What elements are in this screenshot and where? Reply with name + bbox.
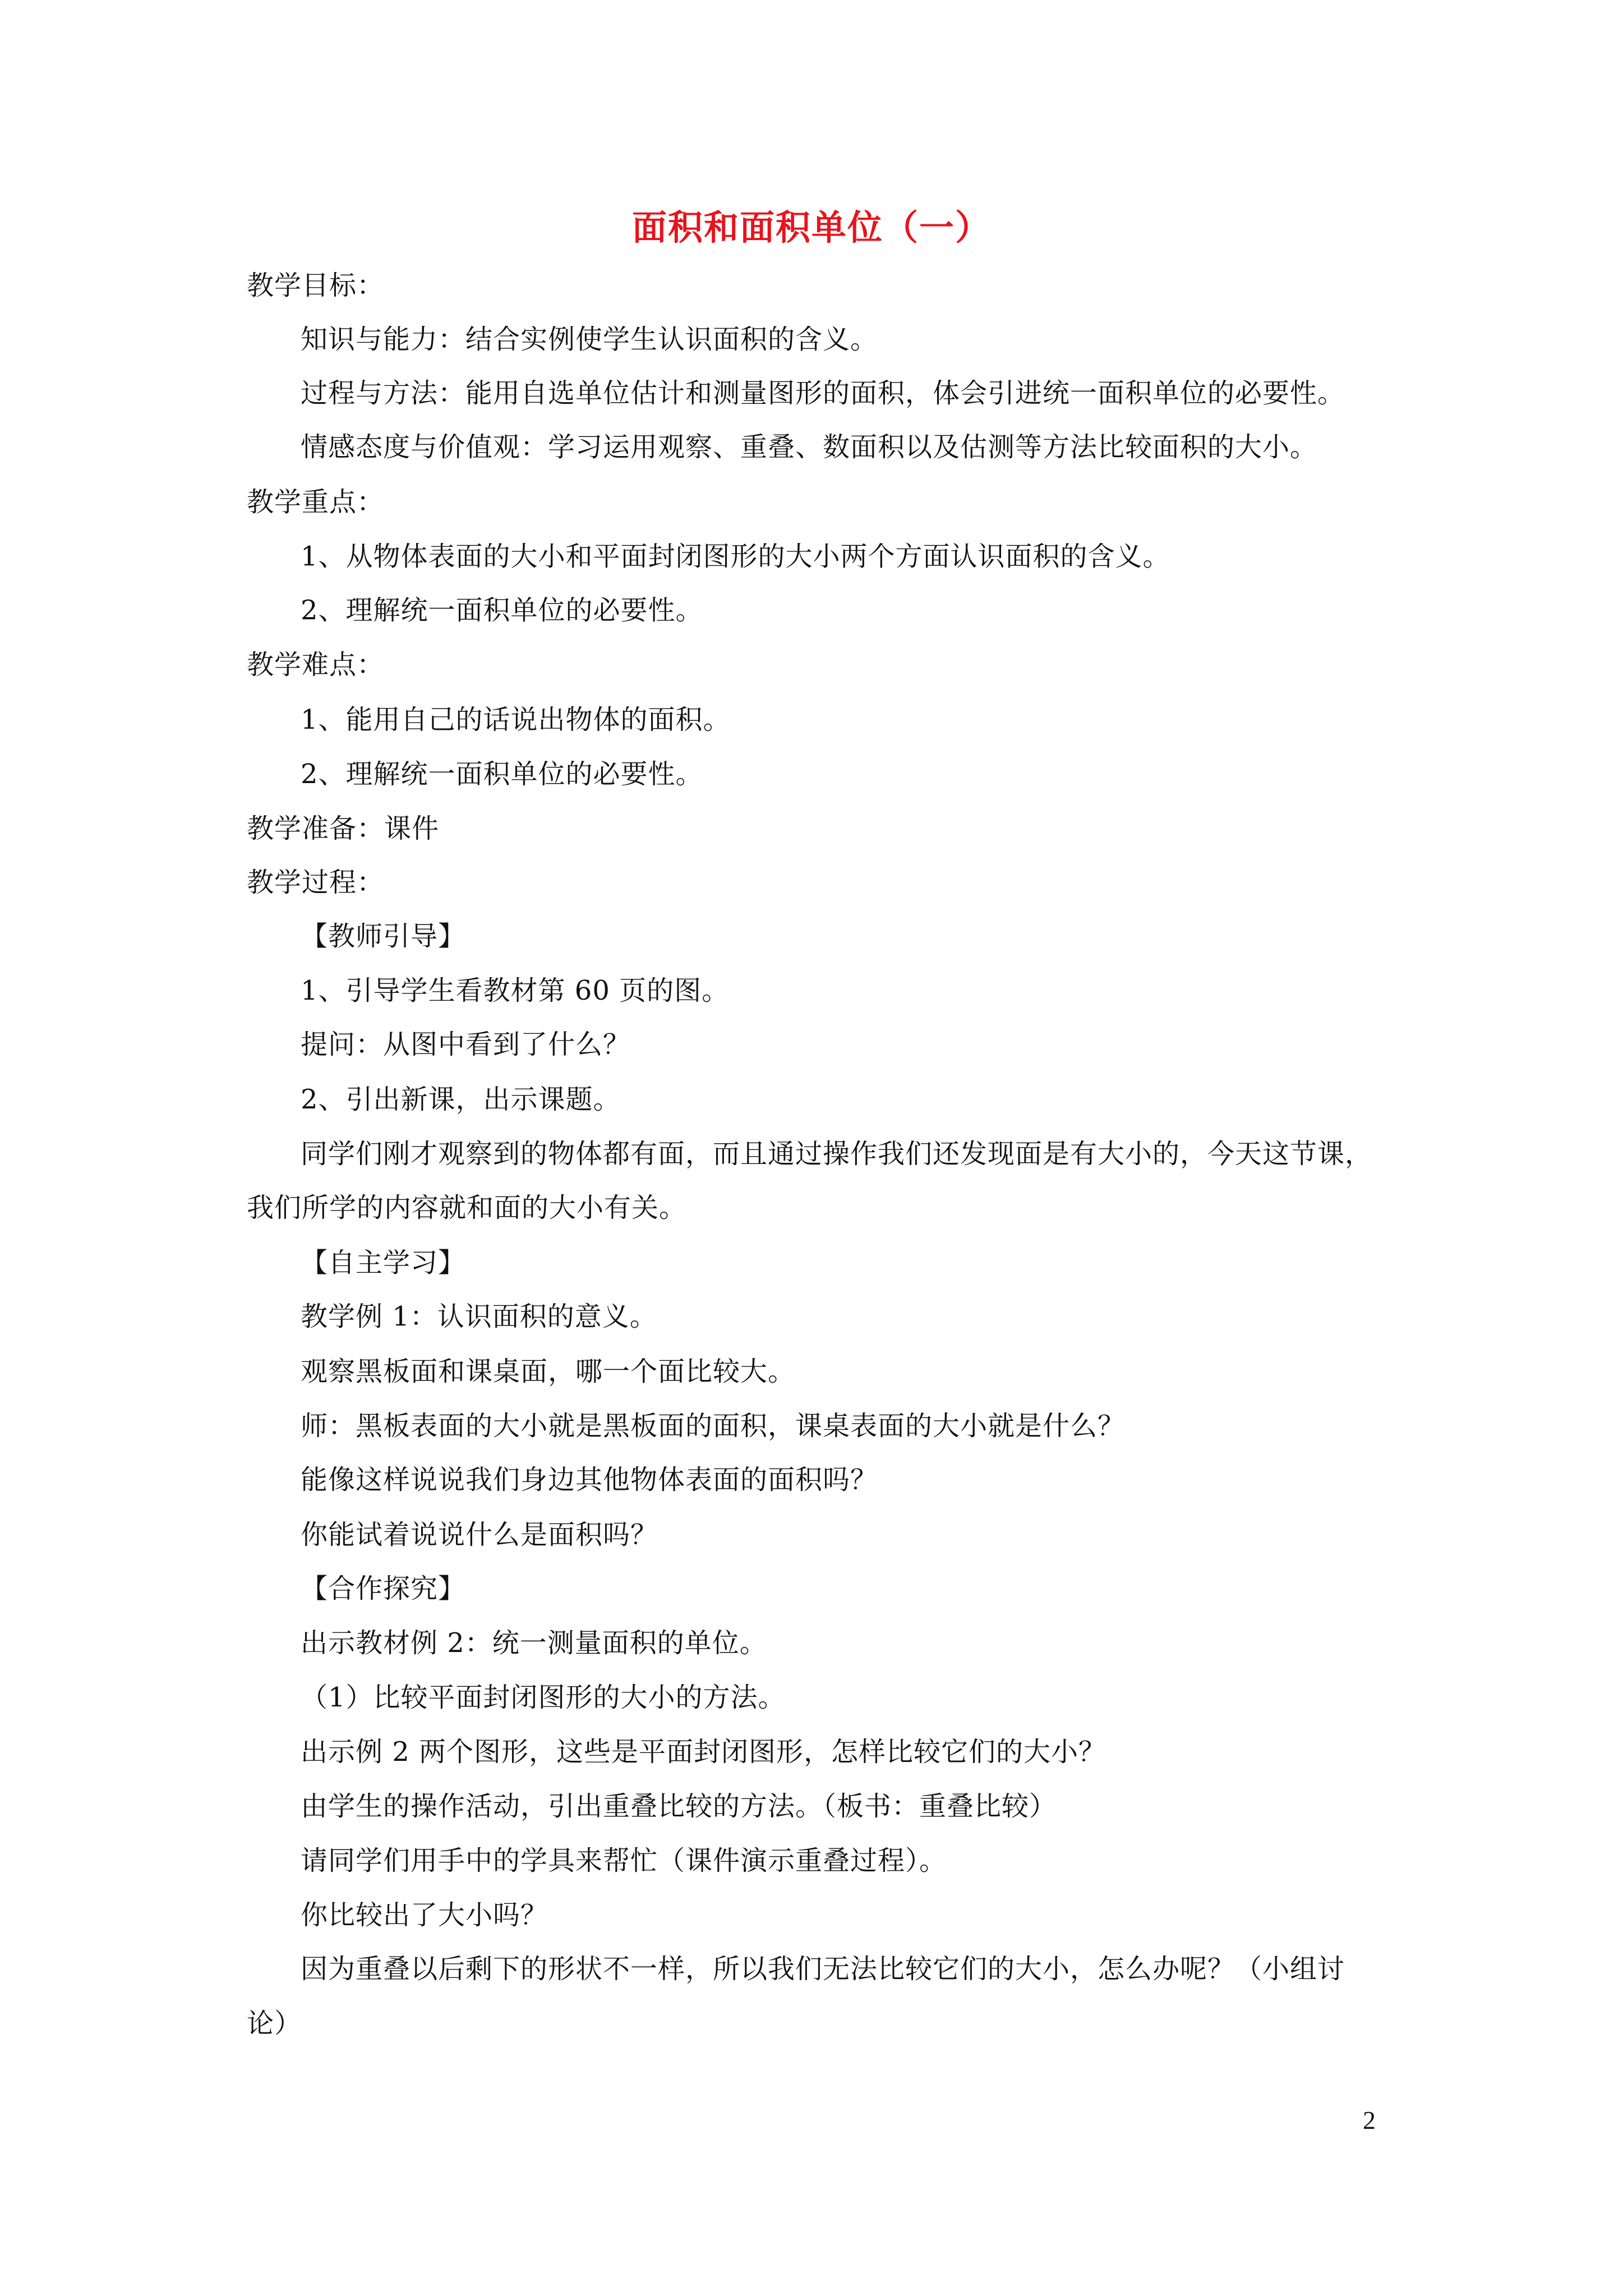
paragraph-line: 你比较出了大小吗？ (301, 1899, 548, 1931)
paragraph-line: 你能试着说说什么是面积吗？ (301, 1519, 658, 1550)
paragraph-line: 教学例 1：认识面积的意义。 (301, 1301, 657, 1332)
paragraph-line: 2、理解统一面积单位的必要性。 (301, 595, 703, 626)
paragraph-line: 过程与方法：能用自选单位估计和测量图形的面积，体会引进统一面积单位的必要性。 (301, 378, 1345, 409)
paragraph-line: 情感态度与价值观：学习运用观察、重叠、数面积以及估测等方法比较面积的大小。 (301, 431, 1318, 463)
paragraph-line: 因为重叠以后剩下的形状不一样，所以我们无法比较它们的大小，怎么办呢？（小组讨 (301, 1953, 1345, 1985)
paragraph-line: 我们所学的内容就和面的大小有关。 (247, 1192, 687, 1223)
section-heading-objectives: 教学目标： (247, 270, 385, 301)
subsection-heading: 【自主学习】 (301, 1247, 466, 1278)
section-heading-preparation: 教学准备：课件 (247, 813, 440, 844)
paragraph-line: 同学们刚才观察到的物体都有面，而且通过操作我们还发现面是有大小的，今天这节课， (301, 1138, 1373, 1170)
paragraph-line: 能像这样说说我们身边其他物体表面的面积吗？ (301, 1464, 878, 1496)
document-title: 面积和面积单位（一） (631, 207, 991, 248)
paragraph-line: 师：黑板表面的大小就是黑板面的面积，课桌表面的大小就是什么？ (301, 1410, 1126, 1442)
paragraph-line: 2、引出新课，出示课题。 (301, 1084, 621, 1115)
paragraph-line: 2、理解统一面积单位的必要性。 (301, 758, 703, 790)
paragraph-line: 论） (247, 2008, 302, 2039)
section-heading-process: 教学过程： (247, 867, 385, 898)
subsection-heading: 【合作探究】 (301, 1573, 466, 1604)
paragraph-line: 出示例 2 两个图形，这些是平面封闭图形，怎样比较它们的大小？ (301, 1736, 1106, 1768)
paragraph-line: 知识与能力：结合实例使学生认识面积的含义。 (301, 324, 878, 355)
paragraph-line: 观察黑板面和课桌面，哪一个面比较大。 (301, 1356, 796, 1387)
section-heading-difficulties: 教学难点： (247, 649, 385, 680)
paragraph-line: 提问：从图中看到了什么？ (301, 1029, 631, 1060)
paragraph-line: 出示教材例 2：统一测量面积的单位。 (301, 1627, 767, 1659)
paragraph-line: 由学生的操作活动，引出重叠比较的方法。（板书：重叠比较） (301, 1791, 1057, 1822)
paragraph-line: 1、从物体表面的大小和平面封闭图形的大小两个方面认识面积的含义。 (301, 541, 1170, 572)
subsection-heading: 【教师引导】 (301, 921, 466, 952)
page-number: 2 (1363, 2106, 1376, 2134)
paragraph-line: 请同学们用手中的学具来帮忙（课件演示重叠过程）。 (301, 1845, 947, 1876)
section-heading-key-points: 教学重点： (247, 486, 385, 518)
paragraph-line: 1、能用自己的话说出物体的面积。 (301, 704, 731, 735)
paragraph-line: （1）比较平面封闭图形的大小的方法。 (301, 1682, 786, 1713)
paragraph-line: 1、引导学生看教材第 60 页的图。 (301, 975, 730, 1006)
